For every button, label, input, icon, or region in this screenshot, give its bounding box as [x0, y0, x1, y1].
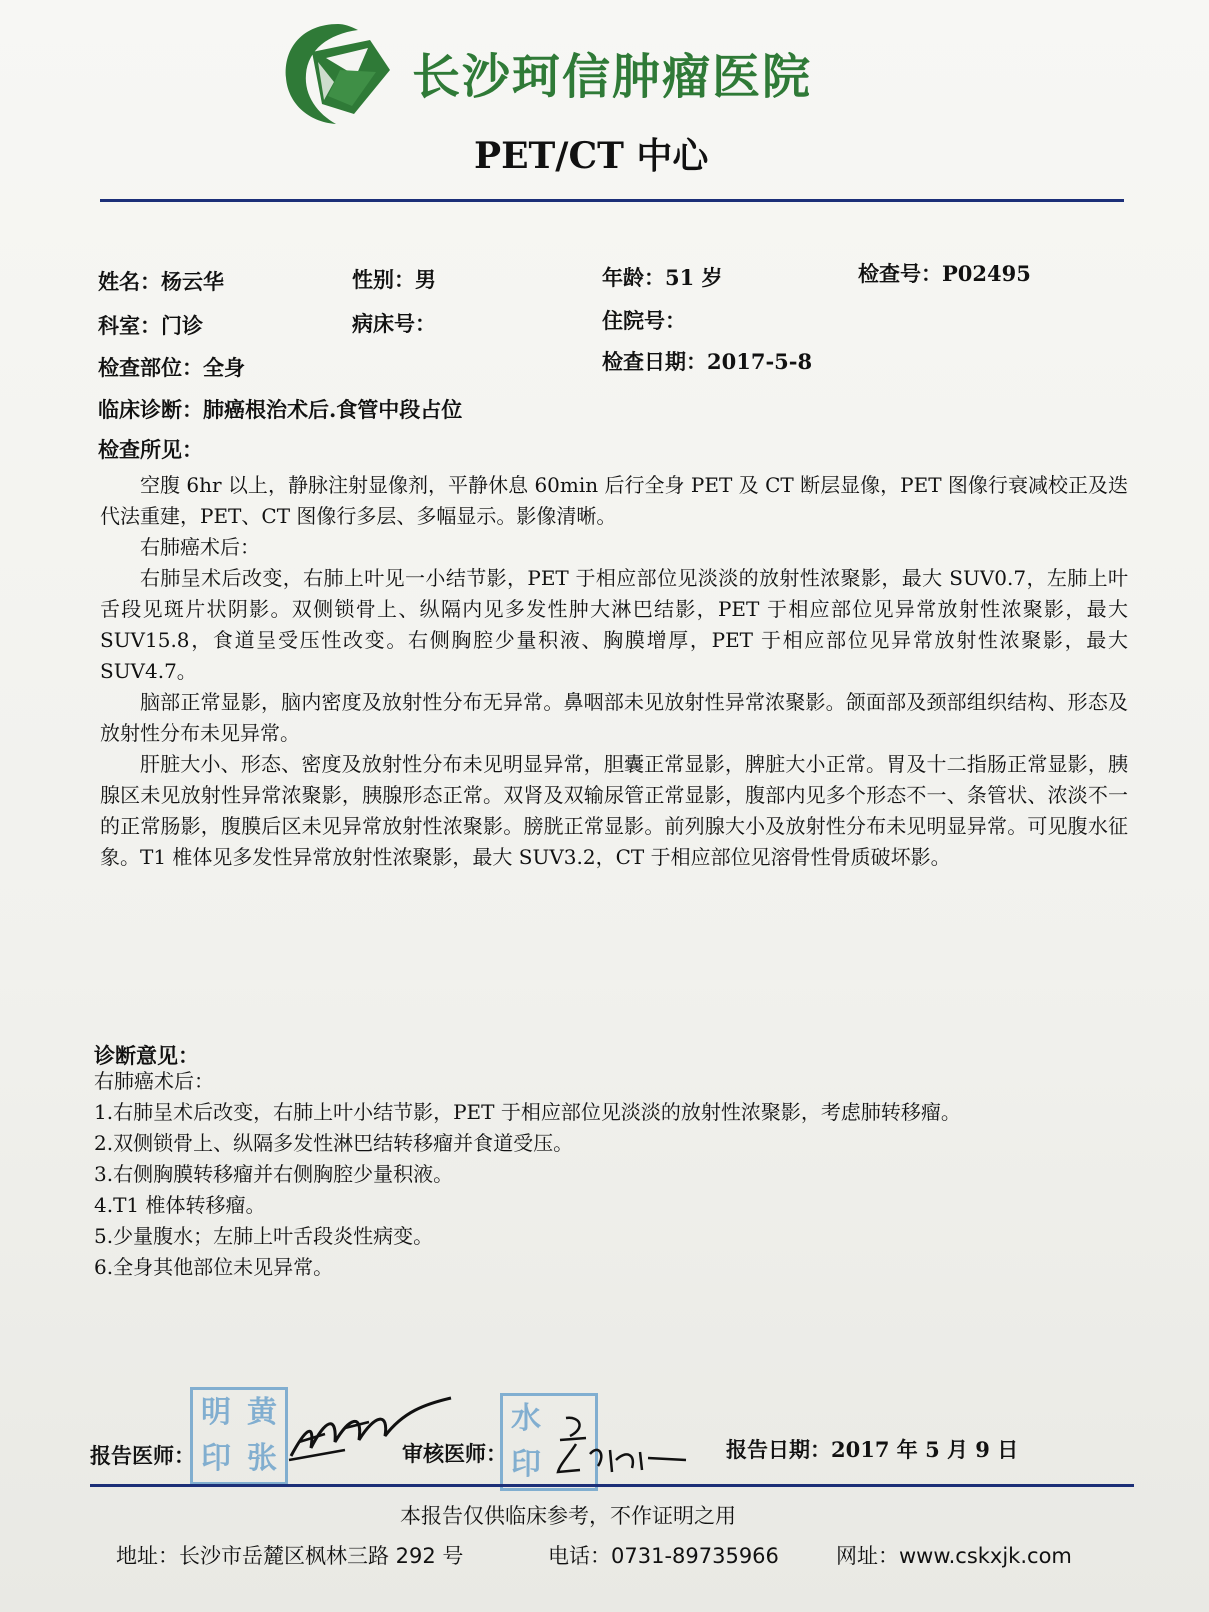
findings-paragraph: 空腹 6hr 以上，静脉注射显像剂，平静休息 60min 后行全身 PET 及 CT 断层显像，PET 图像行衰减校正及迭代法重建，PET、CT 图像行多层、多幅显示。影像清晰。: [100, 473, 1128, 528]
diagnosis-subheading: 右肺癌术后：: [94, 1069, 214, 1093]
patient-age: 年龄：51 岁: [602, 265, 723, 290]
patient-name: 姓名：杨云华: [98, 269, 224, 294]
diagnosis-item: 3.右侧胸膜转移瘤并右侧胸腔少量积液。: [94, 1162, 454, 1186]
findings-paragraph: 肝脏大小、形态、密度及放射性分布未见明显异常，胆囊正常显影，脾脏大小正常。胃及十二指肠正常显影，胰腺区未见放射性异常浓聚影，胰腺形态正常。双肾及双输尿管正常显影，腹部内见多个形态不一、条管状、浓淡不一的正常肠影，腹膜后区未见异常放射性浓聚影。膀胱正常显影。前列腺大小及放射性分布未见明显异常。可见腹水征象。T1 椎体见多发性异常放射性浓聚影，最大 SUV3.2，CT 于相应部位见溶骨性骨质破坏影。: [100, 752, 1128, 869]
department: 科室：门诊: [98, 313, 203, 338]
findings-paragraph: 脑部正常显影，脑内密度及放射性分布无异常。鼻咽部未见放射性异常浓聚影。颌面部及颈部组织结构、形态及放射性分布未见异常。: [100, 690, 1128, 745]
diagnosis-item: 2.双侧锁骨上、纵隔多发性淋巴结转移瘤并食道受压。: [94, 1131, 574, 1155]
footer-address: 地址：长沙市岳麓区枫林三路 292 号: [116, 1544, 464, 1568]
green-leaf-logo-icon: [278, 18, 398, 128]
admission-number: 住院号：: [602, 308, 686, 333]
diagnosis-heading: 诊断意见：: [94, 1043, 199, 1068]
header-divider: [100, 199, 1124, 202]
diagnosis-body: [94, 1066, 1154, 1283]
bed-number: 病床号：: [352, 311, 436, 336]
disclaimer-note: 本报告仅供临床参考，不作证明之用: [400, 1504, 736, 1528]
doctor-stamp: 明 黄 印 张: [190, 1387, 288, 1485]
footer-phone: 电话：0731-89735966: [548, 1544, 779, 1568]
reviewer-signature-icon: [540, 1410, 690, 1490]
findings-paragraph: 右肺呈术后改变，右肺上叶见一小结节影，PET 于相应部位见淡淡的放射性浓聚影，最大 SUV0.7，左肺上叶舌段见斑片状阴影。双侧锁骨上、纵隔内见多发性肿大淋巴结影，PET 于相应部位见异常放射性浓聚影，最大 SUV15.8，食道呈受压性改变。右侧胸腔少量积液、胸膜增厚，PET 于相应部位见异常放射性浓聚影，最大 SUV4.7。: [100, 566, 1128, 683]
reporter-label: 报告医师：: [90, 1443, 195, 1468]
diagnosis-item: 4.T1 椎体转移瘤。: [94, 1193, 266, 1217]
exam-site: 检查部位：全身: [98, 355, 245, 380]
diagnosis-item: 1.右肺呈术后改变，右肺上叶小结节影，PET 于相应部位见淡淡的放射性浓聚影，考虑肺转移瘤。: [94, 1100, 961, 1124]
clinical-diagnosis: 临床诊断：肺癌根治术后.食管中段占位: [98, 397, 463, 422]
findings-heading: 检查所见：: [98, 437, 203, 462]
findings-subheading: 右肺癌术后：: [140, 535, 260, 559]
findings-body: [100, 470, 1128, 873]
diagnosis-item: 5.少量腹水；左肺上叶舌段炎性病变。: [94, 1224, 434, 1248]
footer-website: 网址：www.cskxjk.com: [836, 1544, 1072, 1568]
patient-sex: 性别：男: [352, 267, 436, 292]
center-title: PET/CT 中心: [474, 135, 709, 177]
reviewer-stamp: 水 印: [500, 1393, 598, 1491]
exam-number: 检查号：P02495: [858, 261, 1031, 286]
hospital-name: 长沙珂信肿瘤医院: [412, 49, 813, 105]
reviewer-label: 审核医师：: [402, 1441, 507, 1466]
diagnosis-item: 6.全身其他部位未见异常。: [94, 1255, 334, 1279]
footer-divider: [90, 1484, 1134, 1487]
report-date: 报告日期：2017 年 5 月 9 日: [726, 1437, 1019, 1462]
exam-date: 检查日期：2017-5-8: [602, 349, 813, 374]
